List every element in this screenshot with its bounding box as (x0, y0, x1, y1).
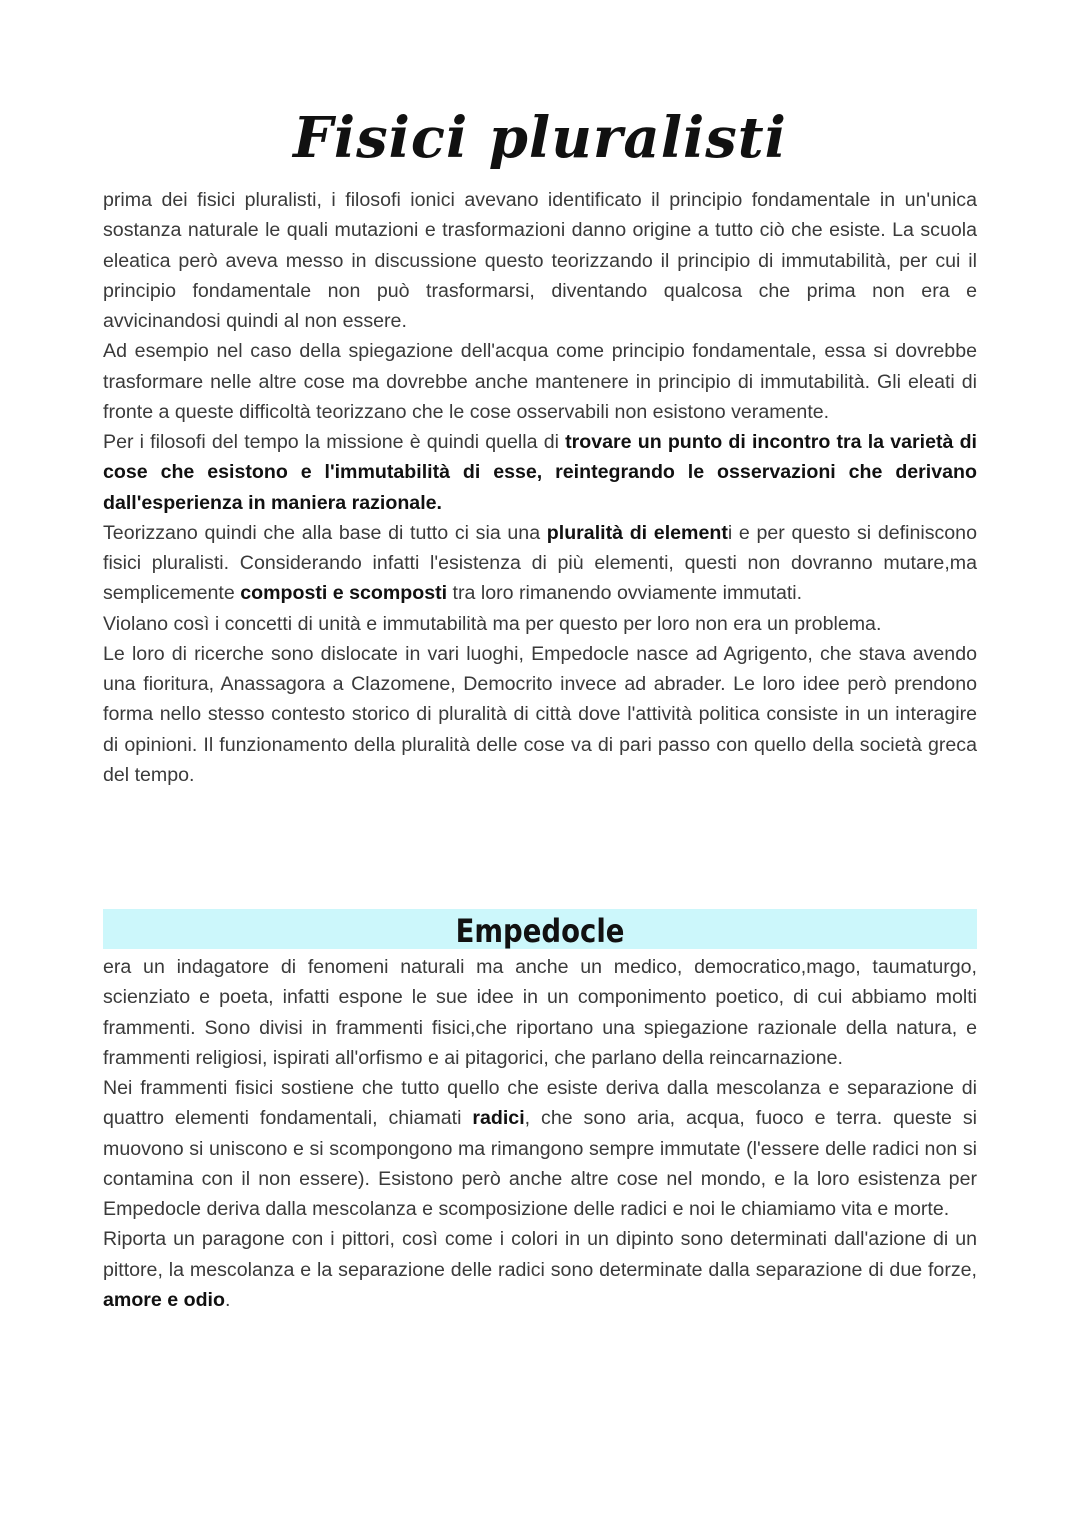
paragraph-text: i e per questo si definiscono fisici pluralisti. Considerando infatti l'esistenza di più elementi, questi non dovranno mutare,ma semplicemente (103, 521, 977, 605)
paragraph (103, 427, 977, 518)
bold-phrase: pluralità di element (546, 521, 728, 544)
paragraph (103, 609, 977, 639)
paragraph-text: era un indagatore di fenomeni naturali ma anche un medico, democratico,mago, taumaturgo, scienziato e poeta, infatti espone le sue idee in un componimento poetico, di cui abbiamo molti frammenti. Sono divisi in frammenti fisici,che riportano una spiegazione razionale della natura, e frammenti religiosi, ispirati all'orfismo e ai pitagorici, che parlano della reincarnazione. (103, 956, 977, 1069)
bold-phrase: amore e odio (103, 1288, 225, 1311)
paragraph (103, 518, 977, 609)
paragraph-text: Le loro di ricerche sono dislocate in vari luoghi, Empedocle nasce ad Agrigento, che stava avendo una fioritura, Anassagora a Clazomene, Democrito invece ad abrader. Le loro idee però prendono forma nello stesso contesto storico di pluralità di città dove l'attività politica consiste in un interagire di opinioni. Il funzionamento della pluralità delle cose va di pari passo con quello della società greca del tempo. (103, 642, 977, 786)
bold-phrase: trovare un punto di incontro tra la varietà di cose che esistono e l'immutabilità di esse, reintegrando le osservazioni che derivano dall'esperienza in maniera razionale. (103, 431, 977, 514)
paragraph-text: tra loro rimanendo ovviamente immutati. (447, 582, 803, 605)
paragraph-text: . (224, 1288, 231, 1311)
intro-text (103, 185, 977, 790)
paragraph-text: Nei frammenti fisici sostiene che tutto quello che esiste deriva dalla mescolanza e separazione di quattro elementi fondamentali, chiamati (103, 1077, 977, 1130)
section-text (103, 952, 977, 1315)
paragraph-text: Riporta un paragone con i pittori, così come i colori in un dipinto sono determinati dall'azione di un pittore, la mescolanza e la separazione delle radici sono determinate dalla separazione di due forze, (103, 1228, 977, 1281)
bold-phrase: radici (472, 1107, 525, 1130)
paragraph (103, 952, 977, 1073)
paragraph (103, 1224, 977, 1315)
section-banner (103, 909, 977, 949)
paragraph-text: Violano così i concetti di unità e immutabilità ma per questo per loro non era un problema. (103, 612, 882, 635)
paragraph-text: Teorizzano quindi che alla base di tutto ci sia una (103, 521, 547, 544)
paragraph (103, 185, 977, 336)
paragraph (103, 639, 977, 790)
paragraph-text: , che sono aria, acqua, fuoco e terra. queste si muovono si uniscono e si scompongono ma rimangono sempre immutate (l'essere delle radici non si contamina con il non essere). Esistono però anche altre cose nel mondo, e la loro esistenza per Empedocle deriva dalla mescolanza e scomposizione delle radici e noi le chiamiamo vita e morte. (103, 1107, 977, 1220)
paragraph-text: Ad esempio nel caso della spiegazione dell'acqua come principio fondamentale, essa si dovrebbe trasformare nelle altre cose ma dovrebbe anche mantenere in principio di immutabilità. Gli eleati di fronte a queste difficoltà teorizzano che le cose osservabili non esistono veramente. (103, 340, 977, 423)
bold-phrase: composti e scomposti (240, 582, 448, 605)
page-title: Fisici pluralisti (293, 105, 787, 171)
section-heading: Empedocle (455, 912, 625, 950)
paragraph-text: prima dei fisici pluralisti, i filosofi ionici avevano identificato il principio fondamentale in un'unica sostanza naturale le quali mutazioni e trasformazioni danno origine a tutto ciò che esiste. La scuola eleatica però aveva messo in discussione questo teorizzando il principio di immutabilità, per cui il principio fondamentale non può trasformarsi, diventando qualcosa che prima non era e avvicinandosi quindi al non essere. (103, 189, 977, 332)
paragraph (103, 1073, 977, 1224)
paragraph (103, 336, 977, 427)
paragraph-text: Per i filosofi del tempo la missione è quindi quella di (103, 431, 566, 453)
